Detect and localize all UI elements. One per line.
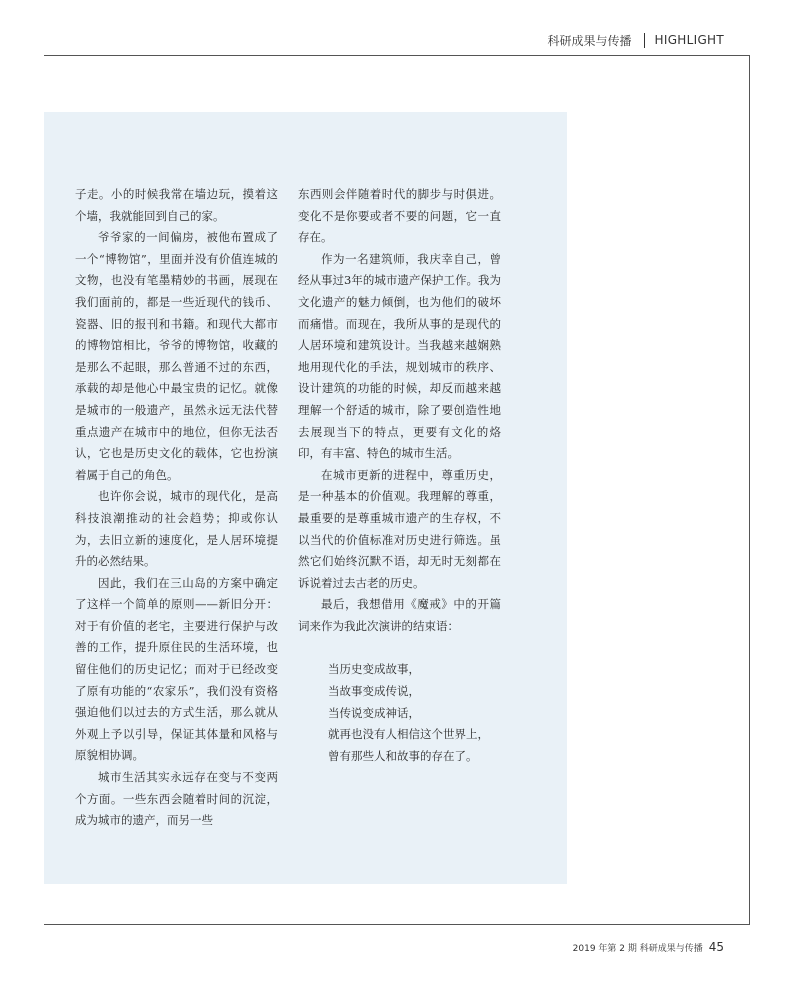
section-title-en: HIGHLIGHT bbox=[654, 33, 724, 47]
section-title-cn: 科研成果与传播 bbox=[547, 33, 632, 48]
poem-line: 当故事变成传说， bbox=[328, 684, 420, 699]
paragraph: 东西则会伴随着时代的脚步与时俱进。变化不是你要或者不要的问题，它一直存在。 bbox=[298, 187, 501, 245]
paragraph: 因此，我们在三山岛的方案中确定了这样一个简单的原则——新旧分开：对于有价值的老宅，主要进行保护与改善的工作，提升原住民的生活环境，也留住他们的历史记忆；而对于已经改变了原有功能的“农家乐”，我们没有资格强迫他们以过去的方式生活，那么就从外观上予以引导，保证其体量和风格与原貌相协调。 bbox=[75, 575, 278, 763]
poem-line: 曾有那些人和故事的存在了。 bbox=[328, 748, 478, 763]
article-column-left bbox=[75, 184, 278, 832]
paragraph: 最后，我想借用《魔戒》中的开篇词来作为我此次演讲的结束语： bbox=[298, 597, 501, 633]
poem-line: 就再也没有人相信这个世界上， bbox=[328, 727, 489, 742]
paragraph: 爷爷家的一间偏房，被他布置成了一个“博物馆”，里面并没有价值连城的文物，也没有笔墨精妙的书画，展现在我们面前的，都是一些近现代的钱币、瓷器、旧的报刊和书籍。和现代大都市的博物馆相比，爷爷的博物馆，收藏的是那么不起眼，那么普通不过的东西，承载的却是他心中最宝贵的记忆。就像是城市的一般遗产，虽然永远无法代替重点遗产在城市中的地位，但你无法否认，它也是历史文化的载体，它也扮演着属于自己的角色。 bbox=[75, 230, 278, 482]
poem-line: 当历史变成故事， bbox=[328, 662, 420, 677]
poem-line: 当传说变成神话， bbox=[328, 705, 420, 720]
closing-poem bbox=[298, 659, 501, 767]
paragraph: 也许你会说，城市的现代化，是高科技浪潮推动的社会趋势；抑或你认为，去旧立新的速度化，是人居环境提升的必然结果。 bbox=[75, 489, 278, 569]
page-footer bbox=[573, 940, 724, 954]
header-divider bbox=[644, 33, 645, 48]
paragraph: 城市生活其实永远存在变与不变两个方面。一些东西会随着时间的沉淀，成为城市的遗产，而另一些 bbox=[75, 770, 278, 828]
paragraph: 子走。小的时候我常在墙边玩，摸着这个墙，我就能回到自己的家。 bbox=[75, 187, 278, 223]
running-header bbox=[548, 30, 724, 50]
paragraph: 在城市更新的进程中，尊重历史，是一种基本的价值观。我理解的尊重，最重要的是尊重城市遗产的生存权，不以当代的价值标准对历史进行筛选。虽然它们始终沉默不语，却无时无刻都在诉说着过去古老的历史。 bbox=[298, 467, 501, 590]
article-column-right bbox=[298, 184, 501, 767]
issue-info: 2019 年第 2 期 科研成果与传播 bbox=[572, 944, 703, 954]
page-number: 45 bbox=[708, 940, 724, 954]
paragraph: 作为一名建筑师，我庆幸自己，曾经从事过3年的城市遗产保护工作。我为文化遗产的魅力倾倒，也为他们的破坏而痛惜。而现在，我所从事的是现代的人居环境和建筑设计。当我越来越娴熟地用现代化的手法，规划城市的秩序、设计建筑的功能的时候，却反而越来越理解一个舒适的城市，除了要创造性地去展现当下的特点，更要有文化的烙印，有丰富、特色的城市生活。 bbox=[298, 251, 501, 461]
